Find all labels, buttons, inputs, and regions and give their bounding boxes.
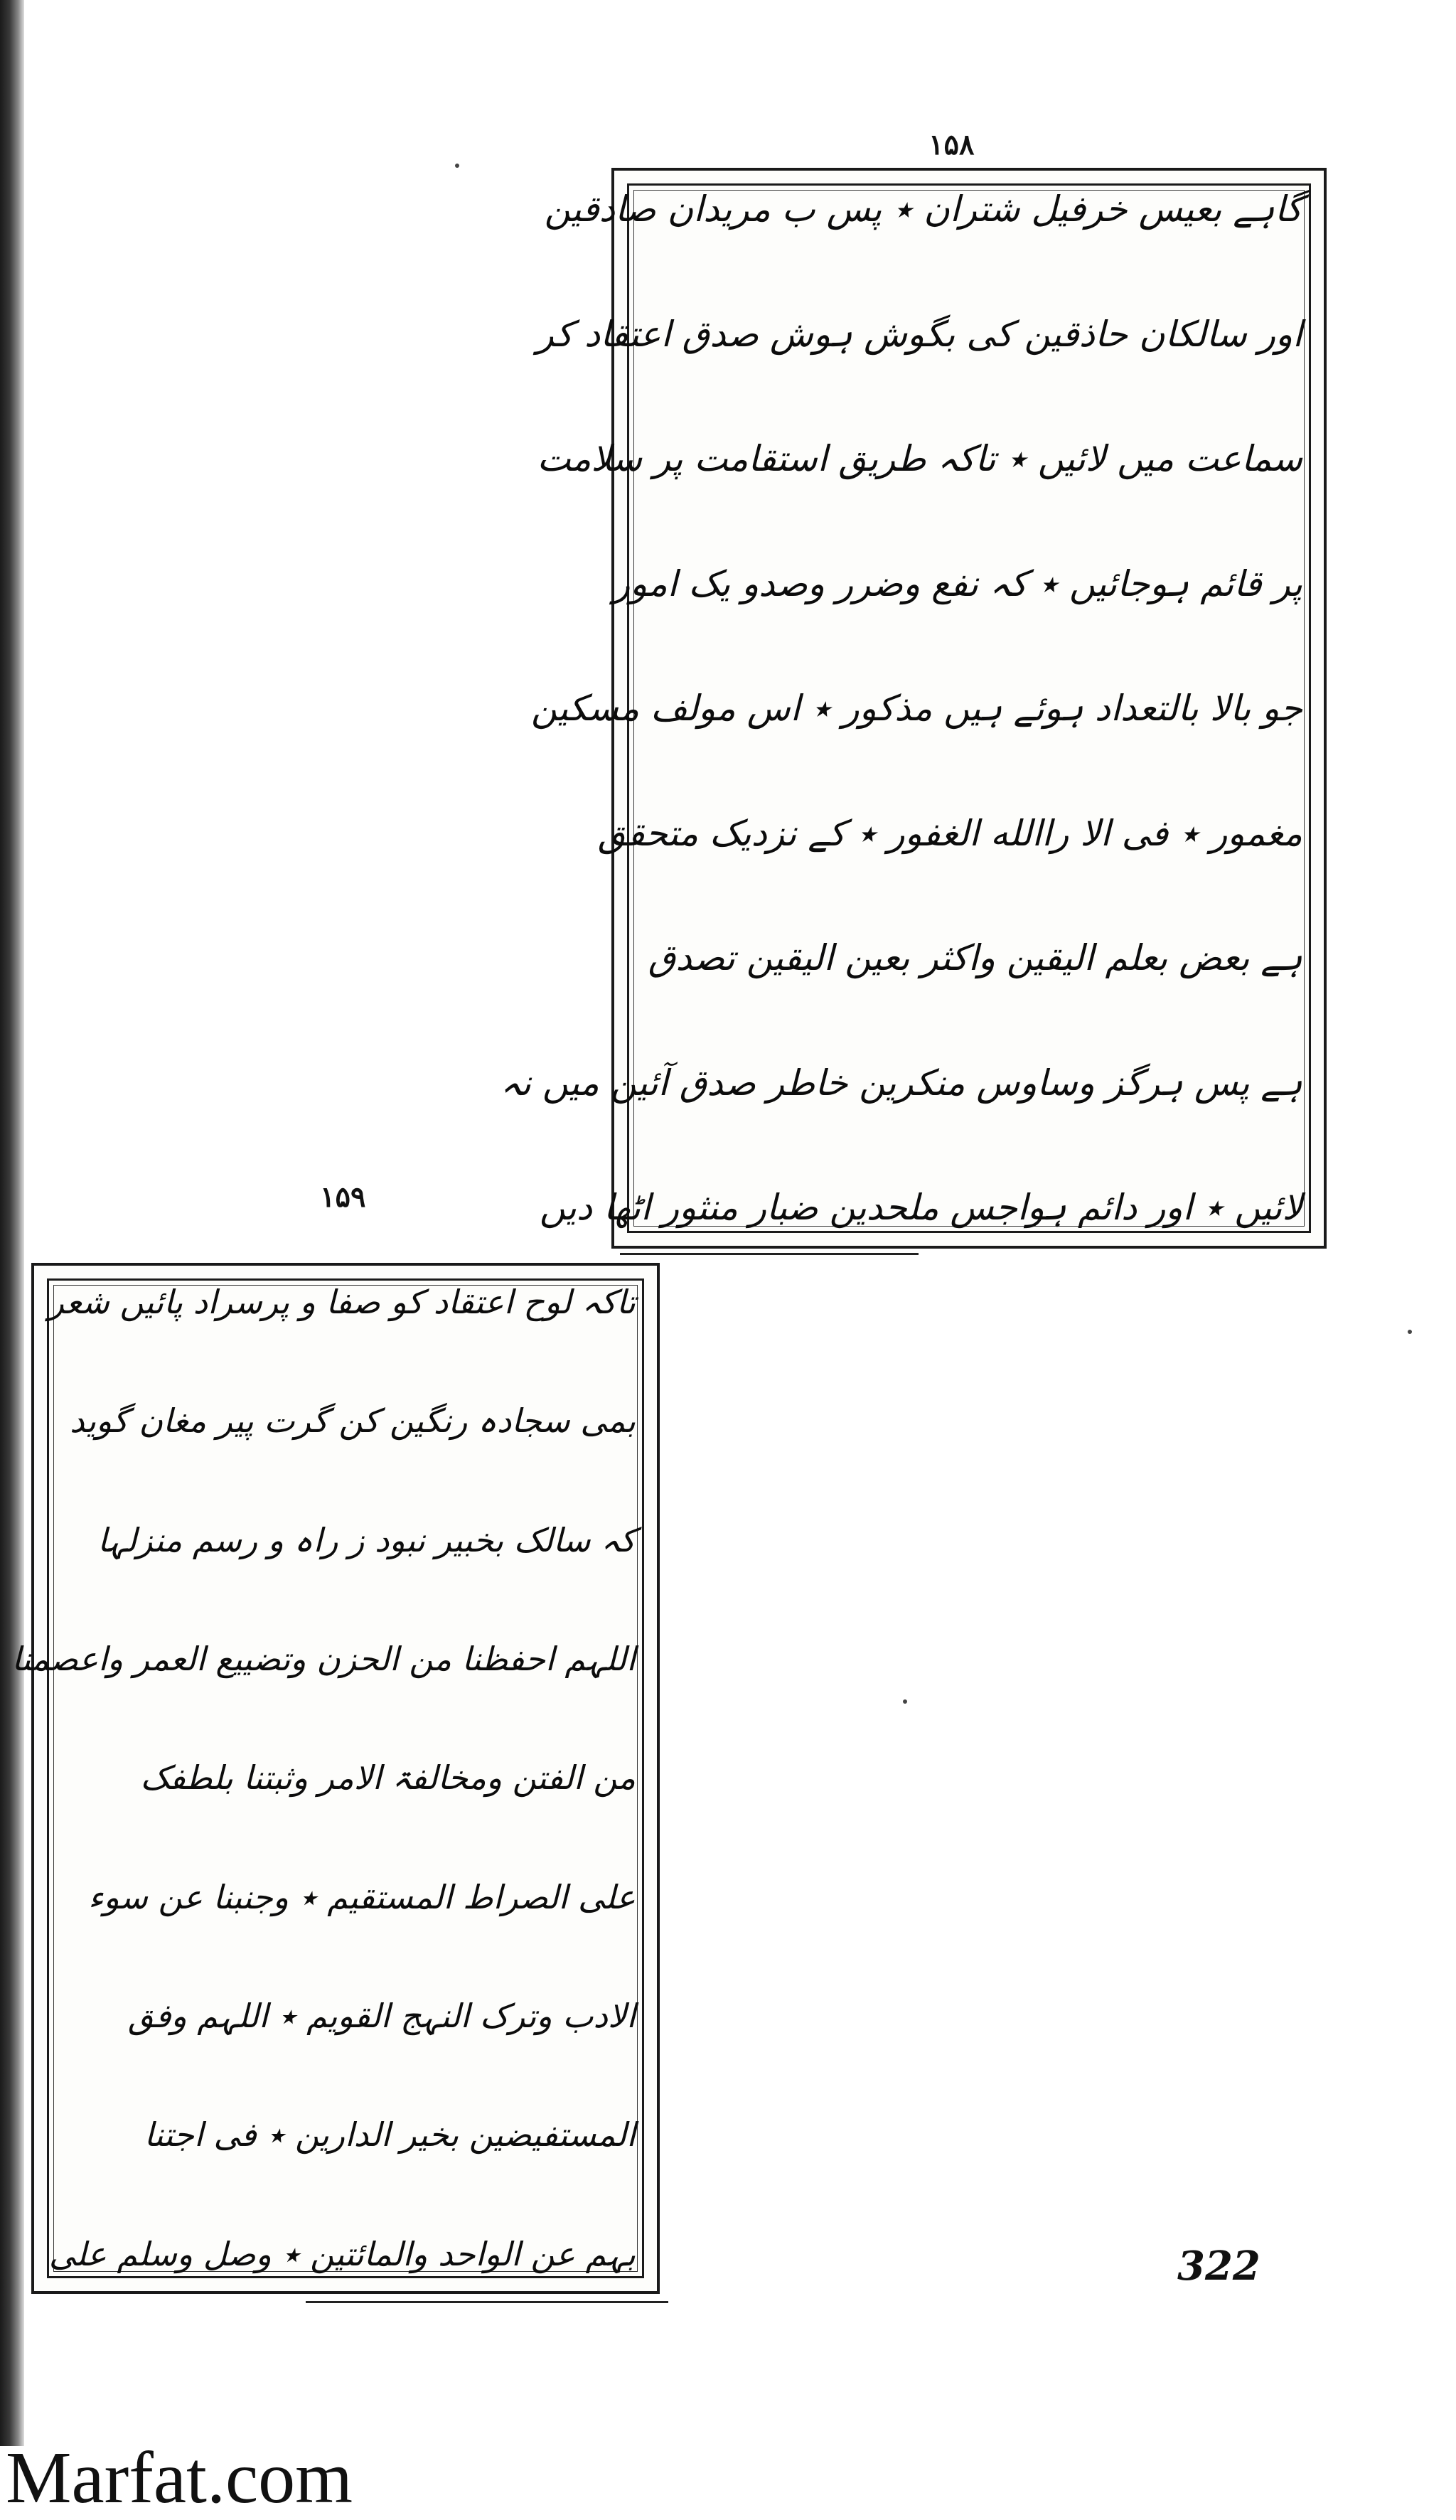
- book-binding-edge: [0, 0, 24, 2446]
- page-shadow-line: [620, 1253, 919, 1255]
- text-line: لائیں ٭ اور دائم ہواجس ملحدین ضبار منثور اٹھا دیں: [539, 1187, 1302, 1228]
- text-line: ہے بعض بعلم الیقین واکثر بعین الیقین تصدق: [648, 937, 1302, 978]
- text-line: الادب وترک النہج القویم ٭ اللہم وفق: [128, 1997, 636, 2036]
- page-shadow-line: [306, 2301, 668, 2303]
- text-line: ہے پس ہرگز وساوس منکرین خاطر صدق آئین میں نہ: [500, 1062, 1302, 1104]
- text-line: المستفیضین بخیر الدارین ٭ فی اجتنا: [144, 2115, 636, 2155]
- text-line: اللہم احفظنا من الحزن وتضییع العمر واعصمنا: [11, 1640, 636, 1679]
- text-line: بہم عن الواحد والمائتین ٭ وصل وسلم علی: [48, 2234, 636, 2273]
- site-watermark: Marfat.com: [6, 2437, 353, 2519]
- text-line: بمی سجادہ رنگین کن گرت پیر مغان گوید: [70, 1402, 636, 1441]
- text-line: گاہے بعیس خرفیل شتران ٭ پس ب مریدان صادقین: [544, 188, 1302, 230]
- page-number-b: ۱۵۹: [320, 1180, 366, 1214]
- folio-number: 322: [1177, 2243, 1260, 2290]
- page-text: [11, 1283, 636, 2274]
- scan-speck: [455, 164, 459, 168]
- text-line: اور سالکان حاذقین کی بگوش ہوش صدق اعتقاد کر: [536, 313, 1302, 355]
- manuscript-page-158: [500, 168, 1327, 1249]
- text-line: جو بالا بالتعداد ہوئے ہیں مذکور ٭ اس مولف مسکین: [531, 688, 1302, 729]
- page-number-a: ۱۵۸: [928, 128, 975, 161]
- scan-speck: [1408, 1330, 1412, 1334]
- text-line: مغمور ٭ فی الا راالله الغفور ٭ کے نزدیک متحقق: [597, 812, 1302, 854]
- text-line: تاکہ لوح اعتقاد کو صفا و پرسراد پائیں شعر: [48, 1283, 636, 1321]
- page-text: [500, 188, 1302, 1229]
- manuscript-page-159: [11, 1263, 660, 2294]
- text-line: پر قائم ہوجائیں ٭ کہ نفع وضرر وصدو یک امور: [612, 562, 1302, 604]
- scan-speck: [903, 1699, 907, 1704]
- text-line: علی الصراط المستقیم ٭ وجنبنا عن سوء: [88, 1877, 636, 1916]
- text-line: من الفتن ومخالفۃ الامر وثبتنا بلطفک: [140, 1758, 636, 1798]
- text-line: سماعت میں لائیں ٭ تاکہ طریق استقامت پر سلامت: [537, 438, 1302, 479]
- text-line: کہ سالک بخبیر نبود ز راہ و رسم منزلہا: [97, 1520, 636, 1559]
